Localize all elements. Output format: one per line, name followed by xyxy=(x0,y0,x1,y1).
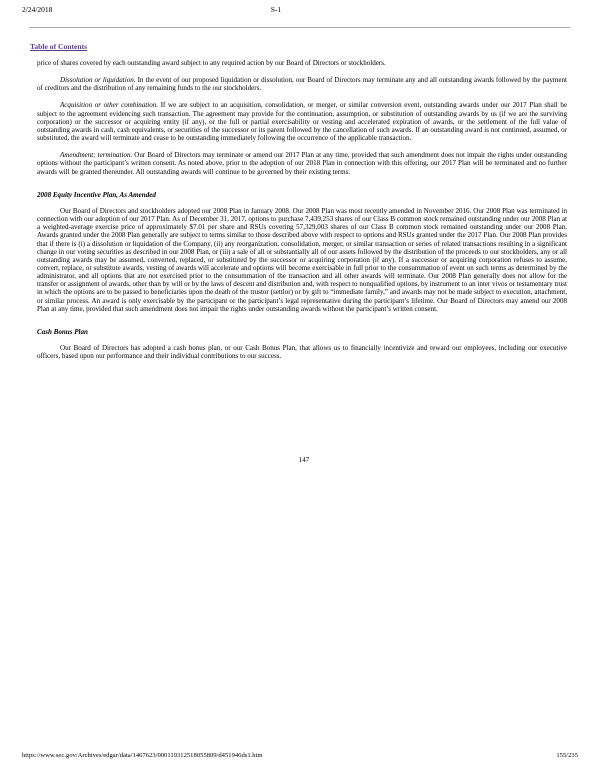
paragraph-cash-bonus-plan: Our Board of Directors has adopted a cash bonus plan, or our Cash Bonus Plan, that allows us to financially incentivize and reward our employees, including our executive officers, based upon our performance and their individual contributions to our success. xyxy=(37,344,567,361)
paragraph-dissolution xyxy=(37,76,567,92)
print-page-count: 155/235 xyxy=(556,752,578,759)
page-number: 147 xyxy=(298,456,310,464)
table-of-contents-link[interactable]: Table of Contents xyxy=(30,42,88,51)
heading-cash-bonus-plan: Cash Bonus Plan xyxy=(37,327,88,336)
print-title: S-1 xyxy=(270,5,282,14)
amendment-lead: Amendment; termination. xyxy=(60,151,133,160)
print-url: https://www.sec.gov/Archives/edgar/data/1467623/000119312518055809/d451946ds1.htm xyxy=(22,752,263,759)
paragraph-intro: price of shares covered by each outstanding award subject to any required action by our Board of Directors or stockholders. xyxy=(37,59,386,67)
paragraph-amendment xyxy=(37,151,567,175)
print-date: 2/24/2018 xyxy=(22,5,53,14)
heading-2008-plan: 2008 Equity Incentive Plan, As Amended xyxy=(37,190,156,199)
dissolution-text: In the event of our proposed liquidation or dissolution, our Board of Directors may terminate any and all outstanding awards followed by the payment of creditors and the distribution of any remaining funds to the our stockholders. xyxy=(37,76,567,93)
paragraph-acquisition xyxy=(37,101,567,142)
amendment-text: Our Board of Directors may terminate or amend our 2017 Plan at any time, provided that such amendment does not impair the rights under outstanding options without the participant’s written consent. As noted above, prior to the adoption of our 2018 Plan in connection with this offering, our 2017 Plan will be terminated and no further awards will be granted thereunder. All outstanding awards will continue to be governed by their existing terms. xyxy=(37,151,567,176)
dissolution-lead: Dissolution or liquidation. xyxy=(60,76,136,85)
acquisition-text: If we are subject to an acquisition, consolidation, or merger, or similar conversion event, outstanding awards under our 2017 Plan shall be subject to the agreement evidencing such transaction. The agreement may provide for the continuation, assumption, or substitution of outstanding awards by us (if we are the surviving corporation) or the successor or acquiring entity (if any), or the full or partial exercisability or vesting and accelerated expiration of awards, or the settlement of the full value of outstanding awards in cash, cash equivalents, or securities of the successor or its parent followed by the cancellation of such awards. If an outstanding award is not continued, assumed, or substituted, the award will terminate and cease to be outstanding immediately following the occurrence of the applicable transaction. xyxy=(37,101,567,143)
acquisition-lead: Acquisition or other combination. xyxy=(60,101,159,110)
header-divider xyxy=(29,27,570,28)
print-header xyxy=(22,5,578,17)
paragraph-2008-plan: Our Board of Directors and stockholders adopted our 2008 Plan in January 2008. Our 2008 Plan was most recently amended in November 2016. Our 2008 Plan was terminated in connection with our adoption of our 2017 Plan. As of December 31, 2017, options to purchase 7,439,253 shares of our Class B common stock remained outstanding under our 2008 Plan at a weighted-average exercise price of approximately $7.01 per share and RSUs covering 57,329,003 shares of our Class B common stock remained outstanding under our 2008 Plan. Awards granted under the 2008 Plan generally are subject to terms similar to those described above with respect to options and RSUs granted under the 2017 Plan. Our 2008 Plan provides that if there is (i) a dissolution or liquidation of the Company, (ii) any reorganization, consolidation, merger, or similar transaction or series of related transactions resulting in a significant change in our voting securities as described in our 2008 Plan, or (iii) a sale of all or substantially all of our assets followed by the distribution of the proceeds to our stockholders, any or all outstanding awards may be assumed, converted, replaced, or substituted by the successor or acquiring corporation (if any). If a successor or acquiring corporation refuses to assume, convert, replace, or substitute awards, vesting of awards will accelerate and options will become exercisable in full prior to the consummation of event on such terms as determined by the administrator, and all options that are not exercised prior to the consummation of the transaction and all other awards will terminate. Our 2008 Plan generally does not allow for the transfer or assignment of awards, other than by will or by the laws of descent and distribution and, with respect to nonqualified options, by instrument to an inter vivos or testamentary trust in which the options are to be passed to beneficiaries upon the death of the trustor (settlor) or by gift to “immediate family,” and awards may not be made subject to execution, attachment, or similar process. An award is only exercisable by the participant or the participant’s legal representative during the participant’s lifetime. Our Board of Directors may amend our 2008 Plan at any time, provided that such amendment does not impair the rights under outstanding awards without the participant’s written consent. xyxy=(37,206,567,313)
document-body xyxy=(37,59,567,369)
